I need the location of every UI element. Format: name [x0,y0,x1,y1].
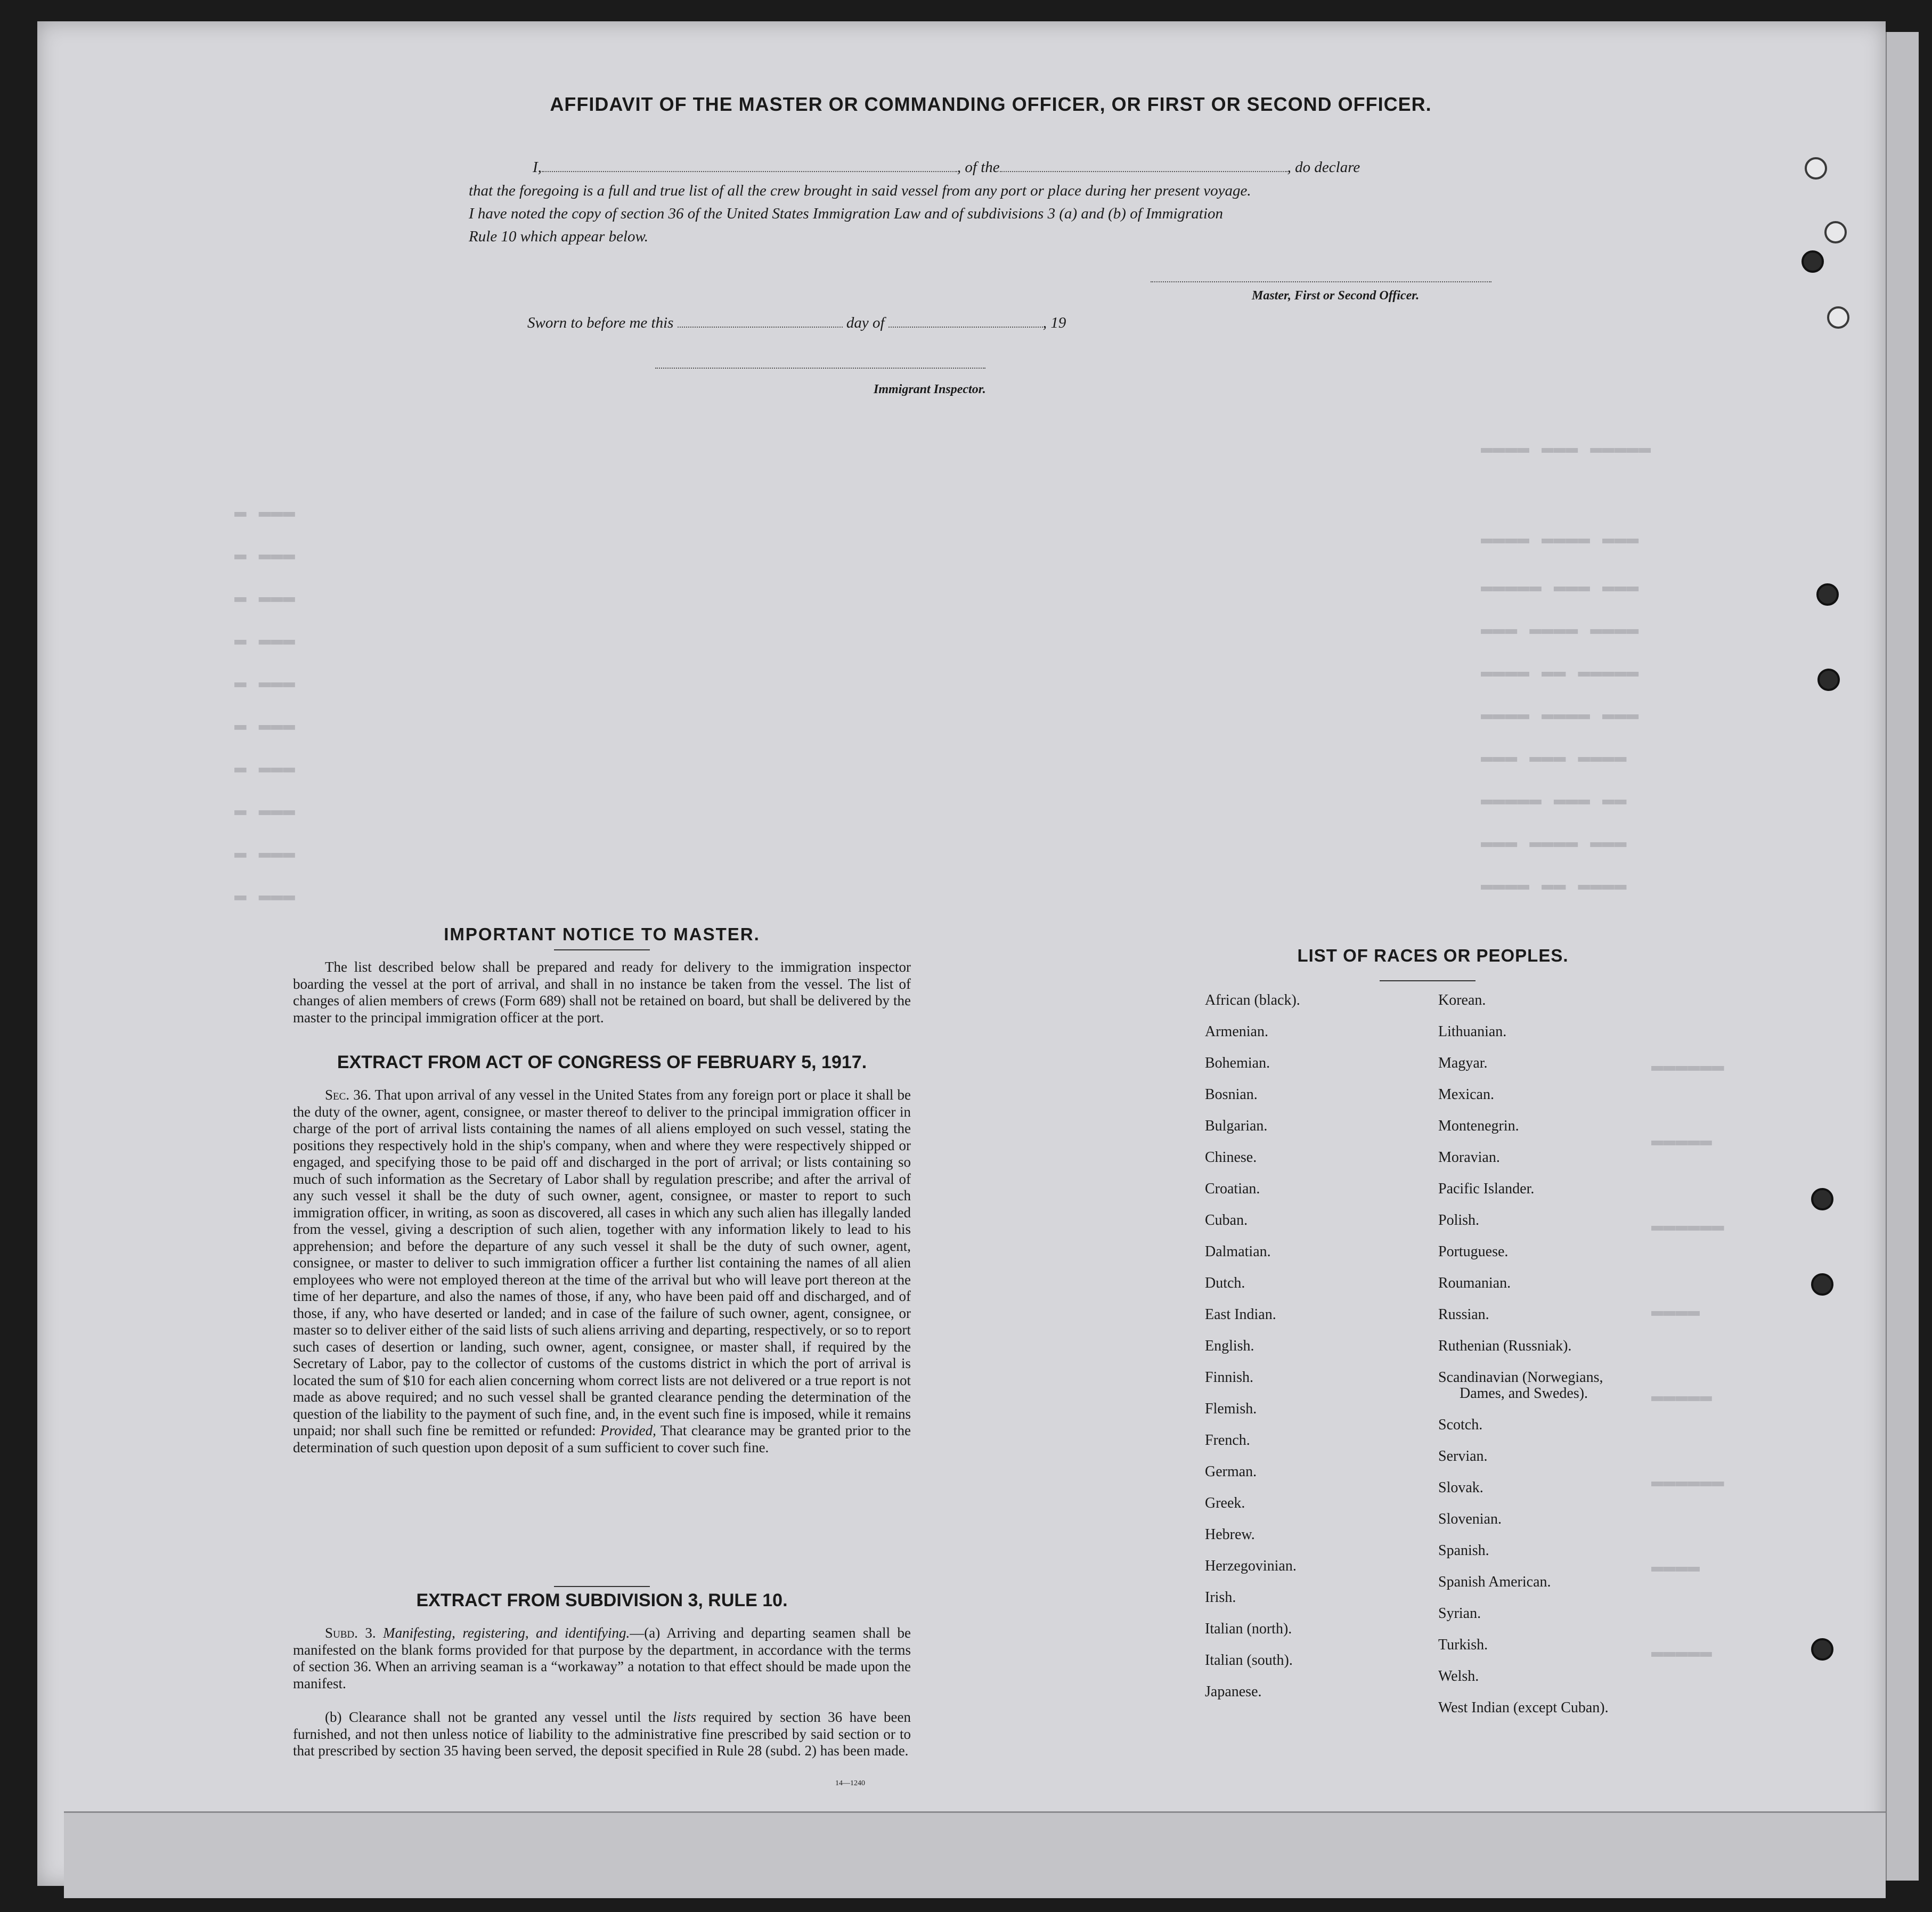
race-item: Magyar. [1438,1055,1488,1071]
punch-hole [1811,1188,1833,1210]
notice-title: IMPORTANT NOTICE TO MASTER. [444,924,760,944]
rule-b-text [293,1709,911,1760]
race-item: Servian. [1438,1448,1488,1464]
race-item: Lithuanian. [1438,1023,1507,1040]
punch-hole [1811,1273,1833,1296]
race-item: Welsh. [1438,1668,1479,1685]
rule-title: EXTRACT FROM SUBDIVISION 3, RULE 10. [416,1590,788,1610]
race-item: Flemish. [1205,1401,1257,1417]
race-item: Irish. [1205,1589,1236,1606]
races-rule [1380,980,1476,981]
notice-text: The list described below shall be prepared and ready for delivery to the immigration inspector boarding the vessel at the port of arrival, and shall in no instance be taken from the vessel. The list of changes of alien members of crews (Form 689) shall not be retained on board, but shall be delivered by the master to the principal immigration officer at the port. [293,959,911,1026]
race-item: African (black). [1205,992,1300,1008]
affidavit-of-the: , of the [957,159,1000,176]
race-item: Italian (south). [1205,1652,1293,1669]
race-item: Slovenian. [1438,1511,1502,1527]
rule-subd-label: Subd. 3. [325,1625,376,1641]
day-of-label: day of [846,314,885,331]
rule-subd-heading: Manifesting, registering, and identifying. [383,1625,630,1641]
punch-hole [1816,583,1839,606]
race-item: Montenegrin. [1438,1118,1519,1134]
punch-hole [1805,157,1827,180]
form-number: 14—1240 [835,1779,865,1787]
race-item: Scotch. [1438,1417,1483,1433]
master-caption: Master, First or Second Officer. [1252,289,1420,303]
rule-a-text [293,1625,911,1692]
punch-hole [1827,306,1849,329]
race-item: Italian (north). [1205,1621,1292,1637]
race-item: Finnish. [1205,1369,1254,1386]
race-item: Dalmatian. [1205,1243,1271,1260]
race-item: Croatian. [1205,1181,1260,1197]
race-item: Russian. [1438,1306,1489,1323]
race-item: Moravian. [1438,1149,1500,1166]
race-item: Cuban. [1205,1212,1248,1228]
punch-hole [1811,1638,1833,1661]
race-item: Polish. [1438,1212,1480,1228]
race-item: Ruthenian (Russniak). [1438,1338,1572,1354]
rule-a-body: —(a) Arriving and departing seamen shall be manifested on the blank forms provided for that purpose by the department, in accordance with the terms of section 36. When an arriving seaman is a “workaway” a notation to that effect should be made upon the manifest. [293,1625,911,1691]
name-blank [542,159,957,172]
race-item: Armenian. [1205,1023,1268,1040]
sworn-label: Sworn to before me this [527,314,674,331]
race-item: Korean. [1438,992,1486,1008]
act-provided: Provided, [600,1422,656,1438]
race-item: East Indian. [1205,1306,1276,1323]
race-item: Spanish American. [1438,1574,1551,1590]
race-item: Bosnian. [1205,1086,1258,1103]
affidavit-line-2: that the foregoing is a full and true list of all the crew brought in said vessel from any port or place during her present voyage. [469,182,1251,199]
affidavit-i: I, [533,159,542,176]
race-item: Hebrew. [1205,1526,1255,1543]
inspector-caption: Immigrant Inspector. [874,383,986,396]
race-item: Mexican. [1438,1086,1494,1103]
race-item: Dames, and Swedes). [1460,1385,1588,1402]
day-blank [678,315,843,328]
inspector-signature-line [655,368,985,369]
race-item: Portuguese. [1438,1243,1509,1260]
punch-hole [1817,669,1840,691]
affidavit-title: AFFIDAVIT OF THE MASTER OR COMMANDING OFFICER, OR FIRST OR SECOND OFFICER. [550,93,1432,115]
binding-edge [1886,32,1919,1881]
race-item: Chinese. [1205,1149,1257,1166]
race-item: French. [1205,1432,1250,1449]
act-title: EXTRACT FROM ACT OF CONGRESS OF FEBRUARY 5, 1917. [337,1052,867,1072]
underlying-page-edge [64,1811,1886,1898]
race-item: Slovak. [1438,1479,1483,1496]
race-item: Roumanian. [1438,1275,1511,1291]
race-item: German. [1205,1463,1257,1480]
year-label: , 19 [1042,314,1066,331]
notice-rule [554,949,650,950]
race-item: Herzegovinian. [1205,1558,1297,1574]
month-blank [888,315,1043,328]
race-item: Spanish. [1438,1542,1489,1559]
races-title: LIST OF RACES OR PEOPLES. [1297,946,1569,965]
sworn-line [527,314,1066,332]
race-item: Bulgarian. [1205,1118,1268,1134]
race-item: Greek. [1205,1495,1245,1511]
affidavit-line-3: I have noted the copy of section 36 of the United States Immigration Law and of subdivisions 3 (a) and (b) of Immigration [469,205,1224,222]
race-item: Scandinavian (Norwegians, [1438,1369,1603,1386]
race-item: Dutch. [1205,1275,1245,1291]
act-body: That upon arrival of any vessel in the United States from any foreign port or place it shall be the duty of the owner, agent, consignee, or master thereof to deliver to the principal immigration officer in charge of the port of arrival lists containing the names of all aliens employed on such vessel, stating the positions they respectively hold in the ship's company, when and where they were respectively shipped or engaged, and specifying those to be paid off and discharged in the port of arrival; or lists containing so much of such information as the Secretary of Labor shall by regulation prescribe; and after the arrival of any such vessel it shall be the duty of such owner, agent, consignee, or master to report to such immigration officer, in writing, as soon as discovered, all cases in which any such alien has illegally landed from the vessel, giving a description of such alien, together with any information likely to lead to his apprehension; and before the departure of any such vessel it shall be the duty of such owner, agent, consignee, or master to deliver to such immigration officer a further list containing the names of all alien employees who were not employed thereon at the time of the arrival but who will leave port thereon at the time of her departure, and also the names of those, if any, who have been paid off and discharged, and of those, if any, who have deserted or landed; and in case of the failure of such owner, agent, consignee, or master so to deliver either of the said lists of such aliens arriving and departing, respectively, or so to report such cases of desertion or landing, such owner, agent, consignee, or master shall, if required by the Secretary of Labor, pay to the collector of customs of the customs district in which the port of arrival is located the sum of $10 for each alien concerning whom correct lists are not delivered or a true report is not made as above required; and no such vessel shall be granted clearance pending the determination of the question of the liability to the payment of such fine, and, in the event such fine is imposed, while it remains unpaid; nor shall such fine be remitted or refunded: [293,1087,911,1438]
race-item: Turkish. [1438,1637,1488,1653]
master-signature-line [1151,281,1491,282]
race-item: Pacific Islander. [1438,1181,1535,1197]
race-item: English. [1205,1338,1254,1354]
vessel-blank [1000,159,1287,172]
act-text [293,1087,911,1456]
punch-hole [1824,221,1847,243]
affidavit-line-4: Rule 10 which appear below. [469,228,648,245]
affidavit-do-declare: , do declare [1287,159,1360,176]
rule-b-lists: lists [673,1709,696,1725]
rule-b-end: required by section 36 have been furnished, and not then unless notice of liability to the administrative fine prescribed by said section or to that prescribed by section 35 having been served, the deposit specified in Rule 28 (subd. 2) has been made. [293,1709,911,1759]
act-rule [554,1586,650,1587]
rule-b-start: (b) Clearance shall not be granted any vessel until the [325,1709,666,1725]
race-item: Syrian. [1438,1605,1481,1622]
punch-hole [1801,250,1824,273]
race-item: West Indian (except Cuban). [1438,1699,1609,1716]
act-section-label: Sec. 36. [325,1087,371,1103]
act-body-end: That clearance may be granted prior to the determination of such question upon deposit of a sum sufficient to cover such fine. [293,1422,911,1455]
affidavit-line-1 [533,159,1360,176]
race-item: Japanese. [1205,1683,1262,1700]
race-item: Bohemian. [1205,1055,1270,1071]
